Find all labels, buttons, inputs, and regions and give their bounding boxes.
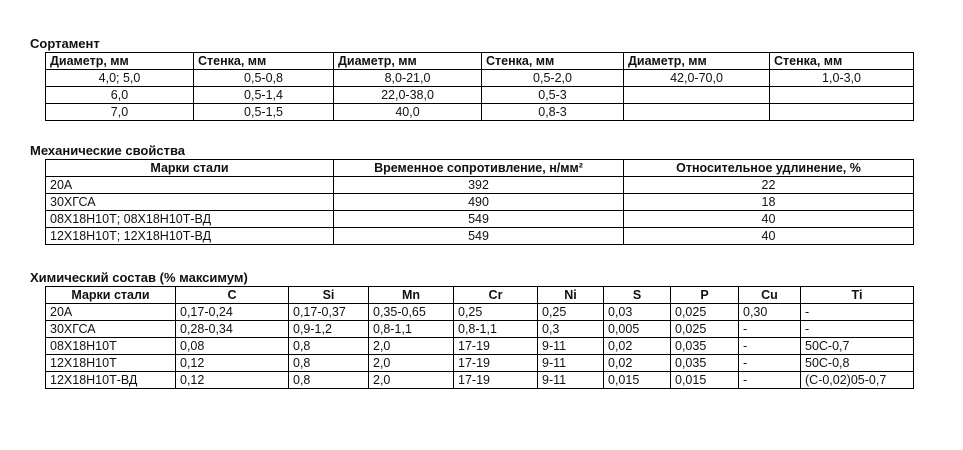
table-cell: 9-11 <box>538 355 604 372</box>
table-cell: 0,17-0,37 <box>289 304 369 321</box>
table-cell: 12Х18Н10Т; 12Х18Н10Т-ВД <box>46 228 334 245</box>
column-header: P <box>671 287 739 304</box>
table-cell: 0,8-1,1 <box>454 321 538 338</box>
chemical-title: Химический состав (% максимум) <box>30 270 248 285</box>
column-header: Стенка, мм <box>482 53 624 70</box>
table-cell: - <box>801 304 914 321</box>
table-row <box>46 338 914 355</box>
table-cell: 0,005 <box>604 321 671 338</box>
table-cell: 08Х18Н10Т; 08Х18Н10Т-ВД <box>46 211 334 228</box>
column-header: Диаметр, мм <box>334 53 482 70</box>
table-header-row <box>46 53 914 70</box>
table-cell: 17-19 <box>454 355 538 372</box>
column-header: Ti <box>801 287 914 304</box>
table-row <box>46 177 914 194</box>
table-cell: 0,8 <box>289 338 369 355</box>
table-cell: 17-19 <box>454 338 538 355</box>
table-cell: 42,0-70,0 <box>624 70 770 87</box>
column-header: Диаметр, мм <box>624 53 770 70</box>
column-header: Cu <box>739 287 801 304</box>
table-row <box>46 87 914 104</box>
table-cell: - <box>739 338 801 355</box>
table-cell: 0,17-0,24 <box>176 304 289 321</box>
table-cell: 0,12 <box>176 355 289 372</box>
table-row <box>46 321 914 338</box>
table-cell: 0,3 <box>538 321 604 338</box>
table-cell: 0,5-1,4 <box>194 87 334 104</box>
column-header: Mn <box>369 287 454 304</box>
table-cell: 0,025 <box>671 304 739 321</box>
table-cell: 0,5-1,5 <box>194 104 334 121</box>
table-cell: 0,08 <box>176 338 289 355</box>
table-cell: 50С-0,7 <box>801 338 914 355</box>
column-header: Si <box>289 287 369 304</box>
column-header: Ni <box>538 287 604 304</box>
table-cell: 0,025 <box>671 321 739 338</box>
table-cell: 549 <box>334 211 624 228</box>
table-cell: 20А <box>46 177 334 194</box>
table-cell: 2,0 <box>369 355 454 372</box>
table-cell <box>624 104 770 121</box>
table-row <box>46 228 914 245</box>
table-cell: 7,0 <box>46 104 194 121</box>
table-cell: 0,02 <box>604 355 671 372</box>
table-cell: 8,0-21,0 <box>334 70 482 87</box>
table-cell: 40,0 <box>334 104 482 121</box>
table-cell: 392 <box>334 177 624 194</box>
table-cell: 9-11 <box>538 372 604 389</box>
table-cell: 1,0-3,0 <box>770 70 914 87</box>
table-cell: 22 <box>624 177 914 194</box>
column-header: Временное сопротивление, н/мм² <box>334 160 624 177</box>
column-header: Марки стали <box>46 160 334 177</box>
sortament-table <box>45 52 914 121</box>
table-cell: 0,015 <box>671 372 739 389</box>
table-cell: 0,035 <box>671 355 739 372</box>
table-cell: 50С-0,8 <box>801 355 914 372</box>
table-row <box>46 355 914 372</box>
table-cell: 549 <box>334 228 624 245</box>
mechanical-title: Механические свойства <box>30 143 185 158</box>
table-cell: 0,12 <box>176 372 289 389</box>
table-cell: 0,25 <box>454 304 538 321</box>
column-header: Стенка, мм <box>770 53 914 70</box>
table-cell: 30ХГСА <box>46 321 176 338</box>
table-cell: 0,35-0,65 <box>369 304 454 321</box>
table-cell: 40 <box>624 211 914 228</box>
table-cell: - <box>801 321 914 338</box>
table-cell: - <box>739 372 801 389</box>
column-header: Диаметр, мм <box>46 53 194 70</box>
table-cell: 0,8 <box>289 372 369 389</box>
column-header: C <box>176 287 289 304</box>
table-cell <box>770 87 914 104</box>
sortament-title: Сортамент <box>30 36 100 51</box>
table-row <box>46 104 914 121</box>
table-cell: 08Х18Н10Т <box>46 338 176 355</box>
table-cell <box>770 104 914 121</box>
table-cell <box>624 87 770 104</box>
table-row <box>46 211 914 228</box>
table-header-row <box>46 287 914 304</box>
table-cell: 12Х18Н10Т <box>46 355 176 372</box>
table-cell: 0,5-2,0 <box>482 70 624 87</box>
table-cell: 0,02 <box>604 338 671 355</box>
table-cell: 0,5-3 <box>482 87 624 104</box>
column-header: Стенка, мм <box>194 53 334 70</box>
table-cell: (С-0,02)05-0,7 <box>801 372 914 389</box>
table-row <box>46 194 914 211</box>
table-cell: 17-19 <box>454 372 538 389</box>
table-cell: - <box>739 321 801 338</box>
table-cell: 4,0; 5,0 <box>46 70 194 87</box>
table-cell: 30ХГСА <box>46 194 334 211</box>
table-row <box>46 304 914 321</box>
table-cell: 0,28-0,34 <box>176 321 289 338</box>
table-cell: 12Х18Н10Т-ВД <box>46 372 176 389</box>
column-header: Марки стали <box>46 287 176 304</box>
table-cell: 0,8 <box>289 355 369 372</box>
mechanical-table <box>45 159 914 245</box>
table-cell: 6,0 <box>46 87 194 104</box>
table-cell: 20А <box>46 304 176 321</box>
table-cell: 2,0 <box>369 338 454 355</box>
table-row <box>46 372 914 389</box>
table-cell: 0,8-1,1 <box>369 321 454 338</box>
table-cell: 490 <box>334 194 624 211</box>
table-cell: 0,25 <box>538 304 604 321</box>
table-cell: 0,8-3 <box>482 104 624 121</box>
table-header-row <box>46 160 914 177</box>
table-cell: 22,0-38,0 <box>334 87 482 104</box>
table-cell: 0,015 <box>604 372 671 389</box>
table-cell: 0,035 <box>671 338 739 355</box>
chemical-table <box>45 286 914 389</box>
table-cell: - <box>739 355 801 372</box>
table-cell: 40 <box>624 228 914 245</box>
table-cell: 0,30 <box>739 304 801 321</box>
table-cell: 18 <box>624 194 914 211</box>
column-header: S <box>604 287 671 304</box>
table-cell: 0,5-0,8 <box>194 70 334 87</box>
table-cell: 2,0 <box>369 372 454 389</box>
column-header: Cr <box>454 287 538 304</box>
table-cell: 0,9-1,2 <box>289 321 369 338</box>
table-cell: 0,03 <box>604 304 671 321</box>
table-row <box>46 70 914 87</box>
table-cell: 9-11 <box>538 338 604 355</box>
column-header: Относительное удлинение, % <box>624 160 914 177</box>
